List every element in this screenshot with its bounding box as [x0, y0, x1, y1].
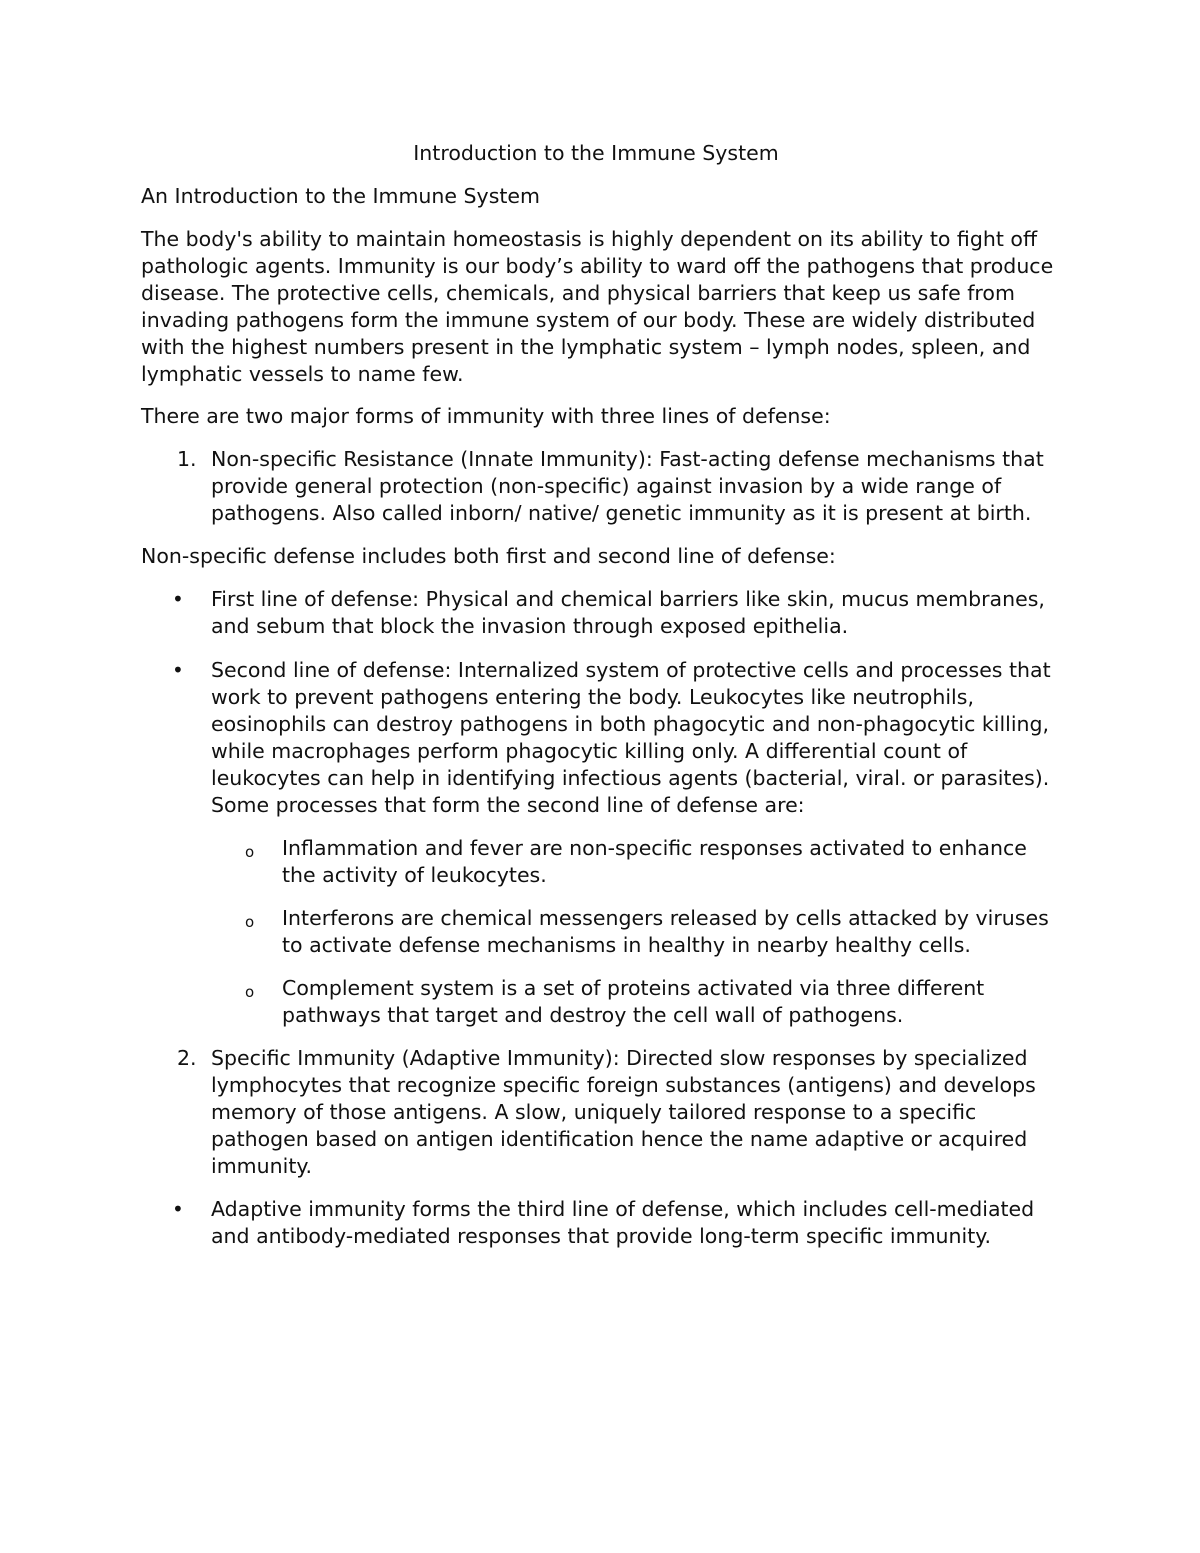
item1-text: Non-specific Resistance (Innate Immunity): Fast-acting defense mechanisms that provide general protection (non-specific) against invasion by a wide range of pathogens. Also called inborn/ native/ genetic immunity as it is present at birth. [211, 447, 1044, 525]
document-title: Introduction to the Immune System [413, 141, 779, 165]
sub-item-text: Complement system is a set of proteins activated via three different pathways that target and destroy the cell wall of pathogens. [282, 976, 985, 1027]
sub-item-text: Inflammation and fever are non-specific responses activated to enhance the activity of leukocytes. [282, 836, 1027, 887]
item2-text: Specific Immunity (Adaptive Immunity): Directed slow responses by specialized lymphocytes that recognize specific foreign substances (antigens) and develops memory of those antigens. A slow, uniquely tailored response to a specific pathogen based on antigen identification hence the name adaptive or acquired immunity. [211, 1046, 1036, 1178]
circle-bullet-icon: o [245, 843, 255, 861]
third-line-text: Adaptive immunity forms the third line of defense, which includes cell-mediated and antibody-mediated responses that provide long-term specific immunity. [211, 1197, 1035, 1248]
bullet-item-first-line [141, 586, 1061, 640]
list-number-1: 1. [177, 447, 197, 471]
circle-bullet-icon: o [245, 983, 255, 1001]
circle-bullet-icon: o [245, 913, 255, 931]
document-body [141, 140, 1061, 1250]
bullet-item-second-line [141, 657, 1061, 819]
sub-item-interferons [141, 905, 1061, 959]
bullet-icon: • [172, 658, 184, 682]
numbered-item-2 [141, 1045, 1061, 1180]
document-subtitle: An Introduction to the Immune System [141, 184, 540, 208]
first-line-text: First line of defense: Physical and chemical barriers like skin, mucus membranes, and sebum that block the invasion through exposed epithelia. [211, 587, 1045, 638]
sub-item-complement [141, 975, 1061, 1029]
sub-item-inflammation [141, 835, 1061, 889]
sub-item-text: Interferons are chemical messengers released by cells attacked by viruses to activate defense mechanisms in healthy in nearby healthy cells. [282, 906, 1049, 957]
bullet-item-third-line [141, 1196, 1061, 1250]
bullet-icon: • [172, 1197, 184, 1221]
list-number-2: 2. [177, 1046, 197, 1070]
nonspecific-paragraph: Non-specific defense includes both first and second line of defense: [141, 544, 836, 568]
intro-paragraph: The body's ability to maintain homeostasis is highly dependent on its ability to fight off pathologic agents. Immunity is our body’s ability to ward off the pathogens that produce disease. The protective cells, chemicals, and physical barriers that keep us safe from invading pathogens form the immune system of our body. These are widely distributed with the highest numbers present in the lymphatic system – lymph nodes, spleen, and lymphatic vessels to name few. [141, 227, 1054, 386]
numbered-item-1 [141, 446, 1061, 527]
second-line-text: Second line of defense: Internalized system of protective cells and processes that work to prevent pathogens entering the body. Leukocytes like neutrophils, eosinophils can destroy pathogens in both phagocytic and non-phagocytic killing, while macrophages perform phagocytic killing only. A differential count of leukocytes can help in identifying infectious agents (bacterial, viral. or parasites). Some processes that form the second line of defense are: [211, 658, 1051, 817]
forms-paragraph: There are two major forms of immunity with three lines of defense: [141, 404, 831, 428]
bullet-icon: • [172, 587, 184, 611]
